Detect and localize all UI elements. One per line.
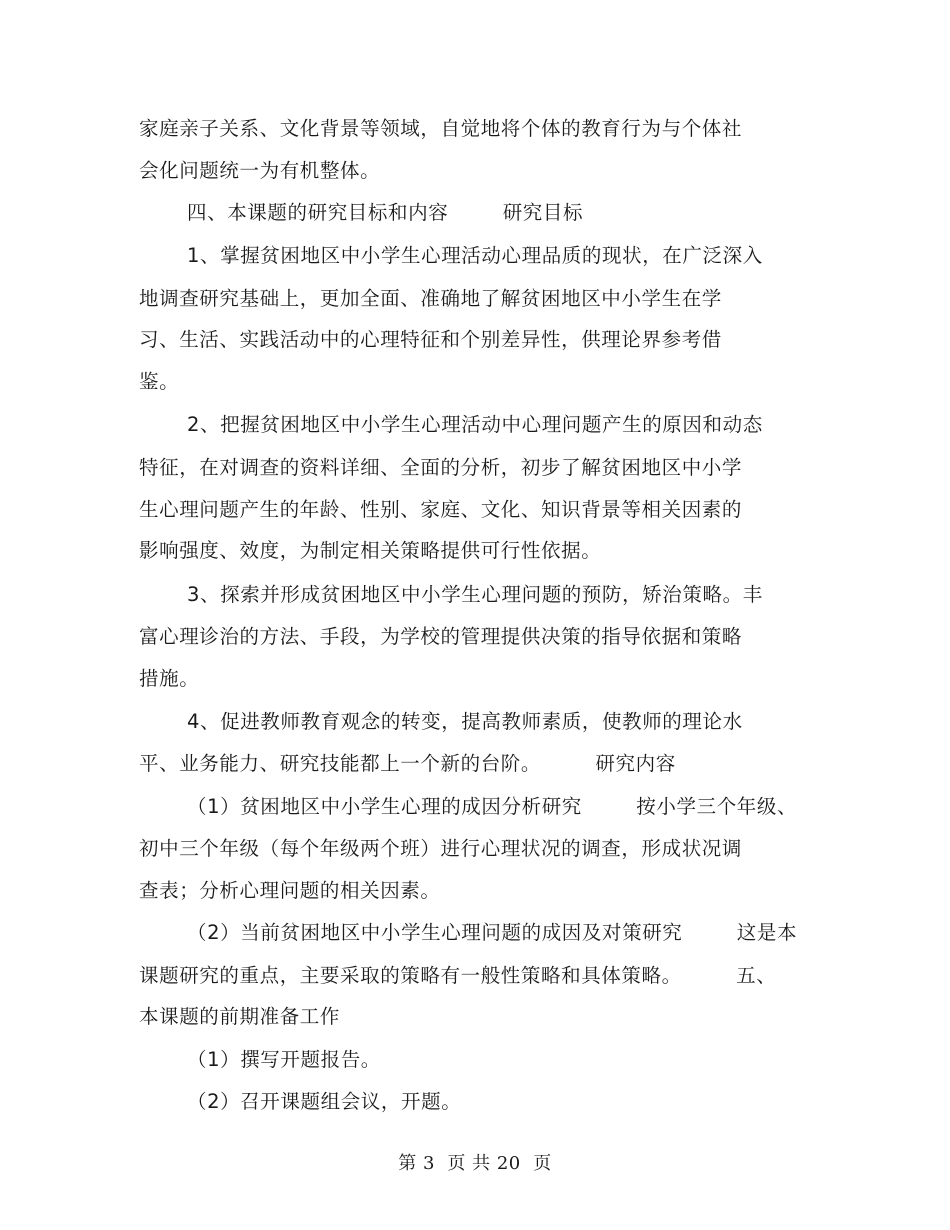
paragraph-line: 3、探索并形成贫困地区中小学生心理问题的预防，矫治策略。丰 xyxy=(187,583,763,606)
list-item: （2）召开课题组会议，开题。 xyxy=(187,1090,462,1113)
paragraph-line: 生心理问题产生的年龄、性别、家庭、文化、知识背景等相关因素的 xyxy=(139,498,743,521)
paragraph-line: （2）当前贫困地区中小学生心理问题的成因及对策研究 这是本 xyxy=(187,921,798,944)
paragraph-line: 会化问题统一为有机整体。 xyxy=(139,159,381,182)
paragraph-line: 习、生活、实践活动中的心理特征和个别差异性，供理论界参考借 xyxy=(139,328,722,351)
page-number-footer: 第 3 页 共 20 页 xyxy=(398,1153,552,1174)
section-heading: 四、本课题的研究目标和内容 研究目标 xyxy=(187,201,584,224)
paragraph-line: 查表；分析心理问题的相关因素。 xyxy=(139,879,441,902)
paragraph-line: 4、促进教师教育观念的转变，提高教师素质，使教师的理论水 xyxy=(187,710,743,733)
paragraph-line: 2、把握贫困地区中小学生心理活动中心理问题产生的原因和动态 xyxy=(187,413,763,436)
paragraph-line: 特征，在对调查的资料详细、全面的分析，初步了解贫困地区中小学 xyxy=(139,456,743,479)
paragraph-line: 本课题的前期准备工作 xyxy=(139,1005,341,1028)
paragraph-line: 平、业务能力、研究技能都上一个新的台阶。 研究内容 xyxy=(139,752,676,775)
paragraph-line: 措施。 xyxy=(139,667,200,690)
paragraph-line: 富心理诊治的方法、手段，为学校的管理提供决策的指导依据和策略 xyxy=(139,625,743,648)
paragraph-line: （1）贫困地区中小学生心理的成因分析研究 按小学三个年级、 xyxy=(187,795,798,818)
paragraph-line: 鉴。 xyxy=(139,370,180,393)
paragraph-line: 初中三个年级（每个年级两个班）进行心理状况的调查，形成状况调 xyxy=(139,837,743,860)
list-item: （1）撰写开题报告。 xyxy=(187,1048,381,1071)
paragraph-line: 地调查研究基础上，更加全面、准确地了解贫困地区中小学生在学 xyxy=(139,287,722,310)
paragraph-line: 课题研究的重点，主要采取的策略有一般性策略和具体策略。 五、 xyxy=(139,964,777,987)
paragraph-line: 影响强度、效度，为制定相关策略提供可行性依据。 xyxy=(139,539,602,562)
paragraph-line: 1、掌握贫困地区中小学生心理活动心理品质的现状，在广泛深入 xyxy=(187,244,763,267)
paragraph-line: 家庭亲子关系、文化背景等领域，自觉地将个体的教育行为与个体社 xyxy=(139,117,743,140)
